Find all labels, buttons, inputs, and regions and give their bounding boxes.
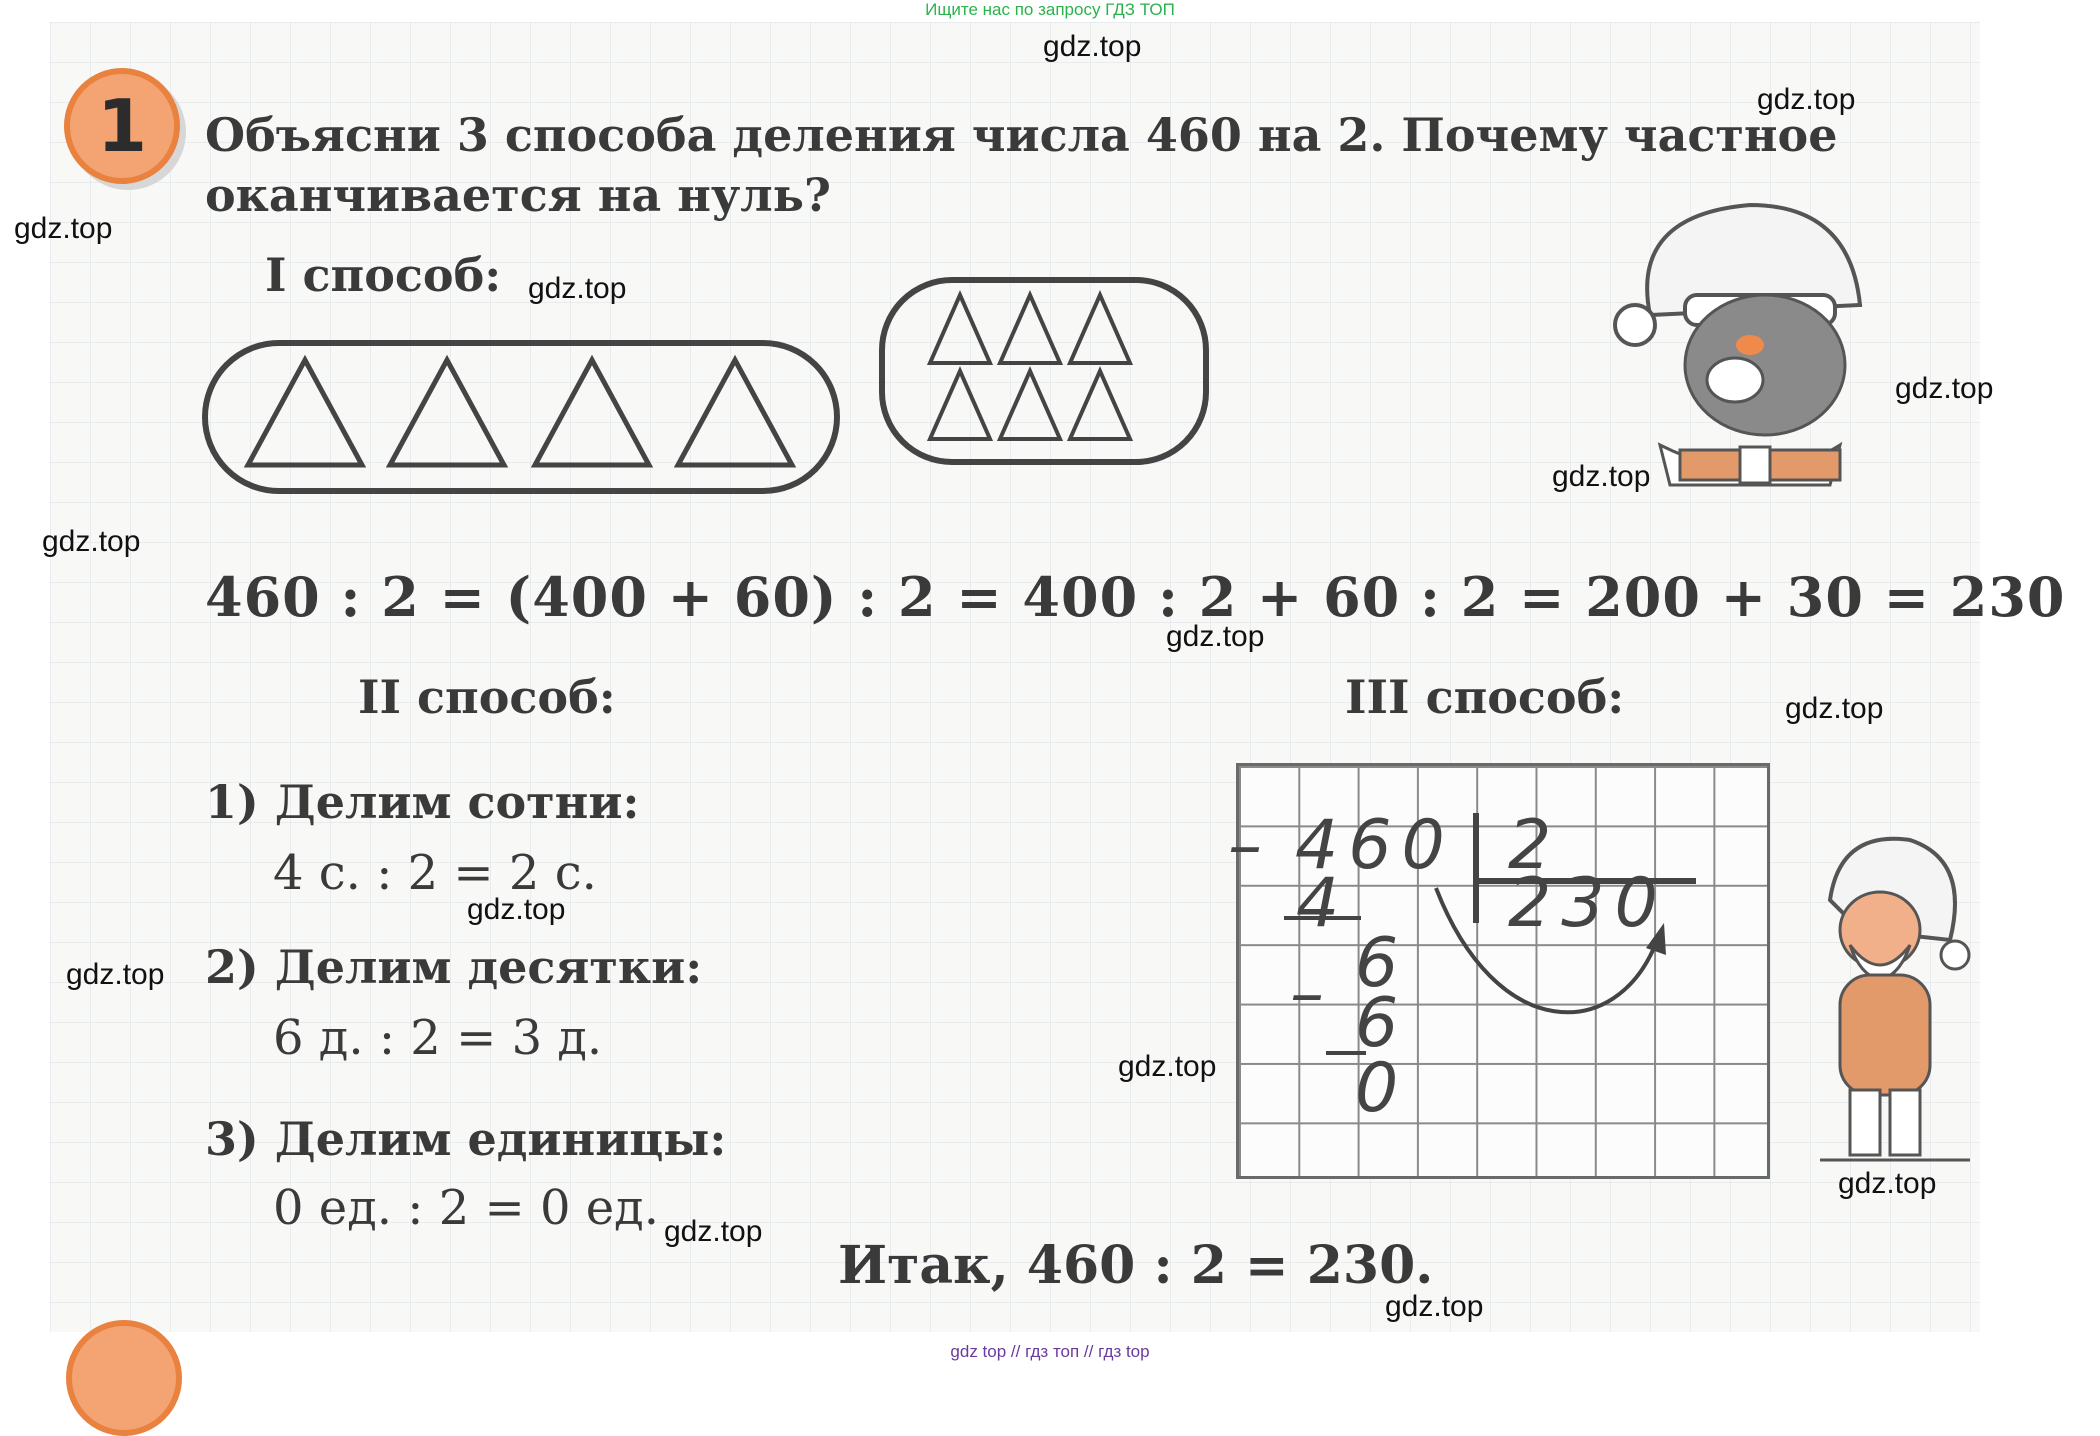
method2-step3-label: 3) Делим единицы:	[205, 1112, 727, 1166]
division-subtrahend-1: 4	[1296, 864, 1340, 943]
watermark: gdz.top	[528, 272, 627, 305]
division-dividend: 460	[1295, 806, 1455, 885]
watermark: gdz.top	[1895, 372, 1994, 405]
method2-step2-calc: 6 д. : 2 = 3 д.	[273, 1010, 603, 1066]
method1-formula: 460 : 2 = (400 + 60) : 2 = 400 : 2 + 60 : 2 = 200 + 30 = 230	[205, 565, 2066, 629]
division-remainder-1: 6	[1355, 924, 1399, 1003]
watermark: gdz.top	[66, 958, 165, 991]
minus-sign-2: –	[1290, 954, 1324, 1033]
watermark: gdz.top	[664, 1215, 763, 1248]
watermark: gdz.top	[1385, 1290, 1484, 1323]
watermark: gdz.top	[1552, 460, 1651, 493]
watermark: gdz.top	[1838, 1167, 1937, 1200]
conclusion: Итак, 460 : 2 = 230.	[838, 1235, 1434, 1296]
watermark: gdz.top	[1757, 83, 1856, 116]
method2-step3-calc: 0 ед. : 2 = 0 ед.	[273, 1180, 659, 1236]
division-divisor: 2	[1508, 806, 1552, 885]
method2-title: II способ:	[358, 670, 616, 724]
watermark: gdz.top	[14, 212, 113, 245]
division-remainder-2: 0	[1355, 1049, 1399, 1128]
next-task-badge	[66, 1320, 182, 1436]
division-quotient: 230	[1508, 864, 1668, 943]
watermark: gdz.top	[42, 525, 141, 558]
gnome-illustration-1	[1590, 195, 1880, 505]
watermark: gdz.top	[1043, 30, 1142, 63]
bottom-note: gdz top // гдз топ // гдз top	[950, 1342, 1150, 1361]
task-number-badge: 1	[64, 68, 180, 184]
watermark: gdz.top	[1166, 620, 1265, 653]
method2-step2-label: 2) Делим десятки:	[205, 940, 703, 994]
watermark: gdz.top	[467, 893, 566, 926]
gnome-illustration-2	[1800, 820, 1980, 1180]
minus-sign-1: –	[1228, 806, 1262, 885]
task-text: Объясни 3 способа деления числа 460 на 2. Почему частное оканчивается на нуль?	[205, 108, 1838, 222]
method3-title: III способ:	[1345, 670, 1625, 724]
watermark: gdz.top	[1118, 1050, 1217, 1083]
method2-step1-label: 1) Делим сотни:	[205, 775, 640, 829]
method1-title: I способ:	[265, 248, 502, 302]
top-note: Ищите нас по запросу ГДЗ ТОП	[925, 0, 1175, 19]
division-subtrahend-2: 6	[1355, 984, 1399, 1063]
method2-step1-calc: 4 с. : 2 = 2 с.	[273, 845, 597, 901]
watermark: gdz.top	[1785, 692, 1884, 725]
triangles-illustration	[200, 275, 1220, 505]
